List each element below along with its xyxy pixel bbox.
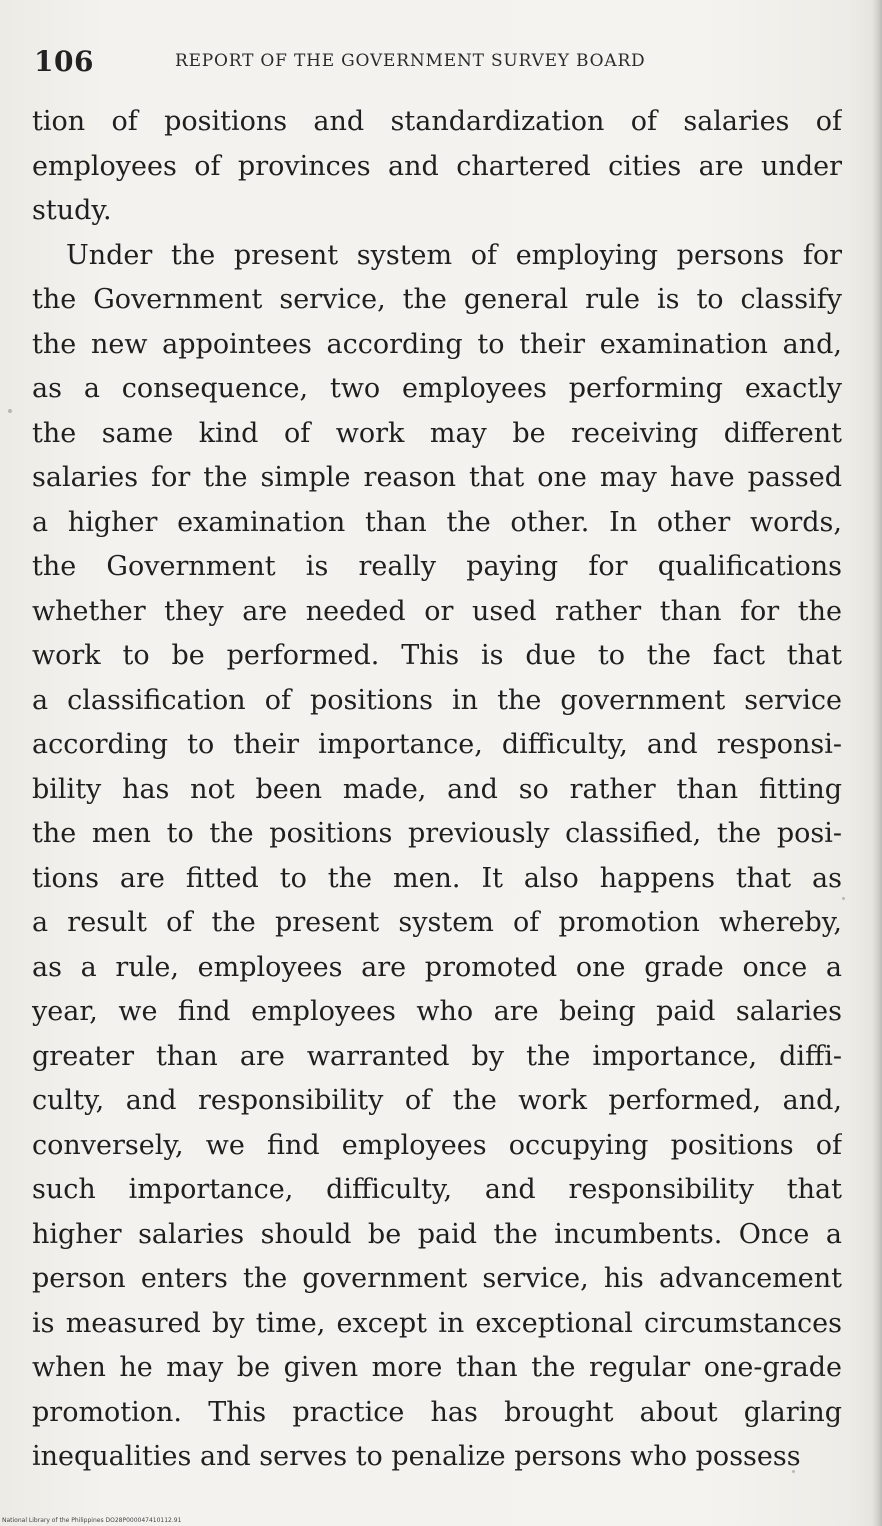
text-line: tion of positions and standardization of salaries of bbox=[32, 106, 842, 137]
text-line: conversely, we find employees occupying positions of bbox=[32, 1130, 842, 1161]
text-line: person enters the government service, his advancement bbox=[32, 1263, 842, 1294]
page-edge-shadow bbox=[872, 0, 882, 1526]
text-line: study. bbox=[32, 195, 112, 226]
text-line: is measured by time, except in exceptional circumstances bbox=[32, 1308, 842, 1339]
text-line: a higher examination than the other. In other words, bbox=[32, 507, 842, 538]
text-line: work to be performed. This is due to the fact that bbox=[32, 640, 842, 671]
text-line: bility has not been made, and so rather than fitting bbox=[32, 774, 842, 805]
page-number: 106 bbox=[34, 45, 94, 78]
text-line: Under the present system of employing persons for bbox=[66, 240, 842, 271]
text-line: year, we find employees who are being paid salaries bbox=[32, 996, 842, 1027]
text-line: when he may be given more than the regular one-grade bbox=[32, 1352, 842, 1383]
text-line: the Government service, the general rule is to classify bbox=[32, 284, 842, 315]
text-line: tions are fitted to the men. It also happens that as bbox=[32, 863, 842, 894]
text-line: salaries for the simple reason that one may have passed bbox=[32, 462, 842, 493]
scan-speck bbox=[842, 897, 845, 900]
text-line: the new appointees according to their examination and, bbox=[32, 329, 842, 360]
text-line: the same kind of work may be receiving different bbox=[32, 418, 842, 449]
text-line: the men to the positions previously classified, the posi- bbox=[32, 818, 842, 849]
text-line: promotion. This practice has brought about glaring bbox=[32, 1397, 842, 1428]
text-line: the Government is really paying for qualifications bbox=[32, 551, 842, 582]
scan-credit: National Library of the Philippines DO28P000047410112.91 bbox=[2, 1517, 182, 1524]
text-line: a classification of positions in the government service bbox=[32, 685, 842, 716]
text-line: as a consequence, two employees performing exactly bbox=[32, 373, 842, 404]
scan-speck bbox=[792, 1470, 795, 1473]
page-header bbox=[34, 43, 854, 83]
running-head: REPORT OF THE GOVERNMENT SURVEY BOARD bbox=[175, 51, 646, 71]
text-line: greater than are warranted by the importance, diffi- bbox=[32, 1041, 842, 1072]
text-line: whether they are needed or used rather than for the bbox=[32, 596, 842, 627]
text-line: inequalities and serves to penalize persons who possess bbox=[32, 1441, 801, 1472]
text-line: as a rule, employees are promoted one grade once a bbox=[32, 952, 842, 983]
text-line: higher salaries should be paid the incumbents. Once a bbox=[32, 1219, 842, 1250]
text-line: culty, and responsibility of the work performed, and, bbox=[32, 1085, 842, 1116]
text-line: employees of provinces and chartered cities are under bbox=[32, 151, 842, 182]
text-line: a result of the present system of promotion whereby, bbox=[32, 907, 842, 938]
scan-speck bbox=[8, 409, 12, 413]
text-line: such importance, difficulty, and responsibility that bbox=[32, 1174, 842, 1205]
text-line: according to their importance, difficulty, and responsi- bbox=[32, 729, 842, 760]
